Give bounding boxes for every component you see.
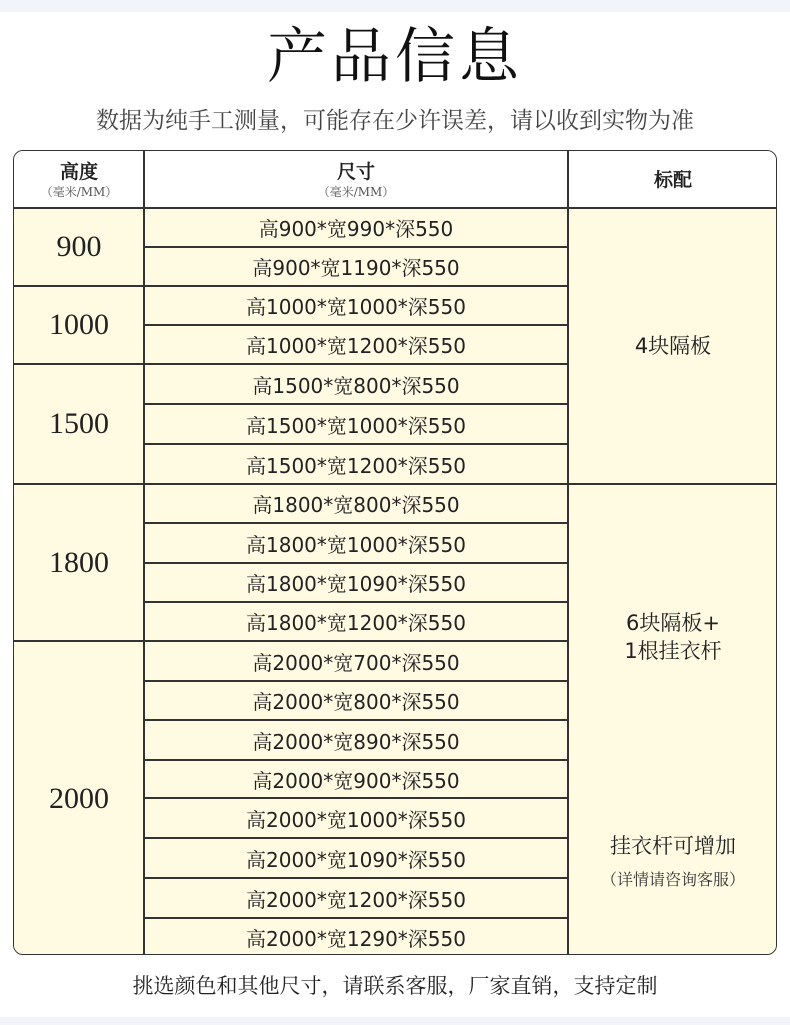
size-value: 高2000*宽800*深550 [252,690,460,714]
size-value: 高2000*宽890*深550 [252,729,460,754]
size-cell [144,286,568,325]
grid-line [567,151,569,955]
grid-line [14,483,144,485]
grid-line [144,562,568,564]
grid-line [144,797,568,799]
size-value: 高1800*宽800*深550 [252,493,460,517]
grid-line [144,877,568,879]
grid-line [144,443,568,445]
grid-line [144,363,568,365]
size-cell [144,484,568,523]
height-value: 1000 [49,308,109,341]
grid-line [144,680,568,682]
size-value: 高2000*宽900*深550 [252,768,460,793]
grid-line [144,837,568,839]
height-value: 900 [56,230,102,263]
grid-line [144,759,568,761]
header-size-label: 尺寸 [336,160,375,183]
size-cell [144,563,568,602]
size-value: 高2000*宽1000*深550 [246,807,466,832]
grid-line [568,483,777,485]
size-value: 高900*宽990*深550 [258,217,454,241]
header-height [14,151,144,208]
standard-b-line1: 6块隔板+ [626,611,720,635]
height-cell [14,208,144,286]
size-cell [144,325,568,364]
standard-cell-b [568,484,777,955]
grid-line [144,246,568,248]
bottom-band [0,1017,790,1025]
standard-b-note-block [568,832,777,894]
size-value: 高900*宽1190*深550 [252,256,460,280]
grid-line [144,324,568,326]
size-cell [144,444,568,484]
top-band [0,0,790,12]
size-cell [144,523,568,563]
size-cell [144,602,568,641]
size-value: 高1500*宽1000*深550 [246,413,466,438]
header-standard [568,151,777,208]
header-standard-label: 标配 [653,168,692,191]
standard-cell-a [568,208,777,484]
height-cell [14,641,144,955]
standard-b-line2: 1根挂衣杆 [624,639,722,663]
height-value: 2000 [49,781,109,815]
size-value: 高1800*宽1090*深550 [246,572,466,596]
page-title: 产品信息 [267,22,523,92]
height-cell [14,484,144,641]
size-cell [144,760,568,798]
size-value: 高1000*宽1200*深550 [246,334,466,358]
grid-line [144,719,568,721]
height-value: 1500 [49,407,109,440]
height-value: 1800 [49,545,109,579]
grid-line [144,640,568,642]
size-value: 高1500*宽1200*深550 [246,453,466,478]
size-cell [144,838,568,878]
standard-a-text: 4块隔板 [634,334,712,358]
grid-line [144,601,568,603]
grid-line [144,285,568,287]
size-cell [144,404,568,444]
header-size-unit: （毫米/MM） [317,184,395,199]
height-cell [14,286,144,364]
standard-b-note-sub: （详情请咨询客服） [600,870,745,889]
footer-note: 挑选颜色和其他尺寸，请联系客服，厂家直销，支持定制 [132,974,658,998]
header-size [144,151,568,208]
grid-line [14,207,777,209]
grid-line [14,640,144,642]
size-cell [144,878,568,918]
grid-line [144,403,568,405]
size-value: 高1800*宽1000*深550 [246,532,466,557]
standard-b-note: 挂衣杆可增加 [610,834,736,858]
size-cell [144,798,568,838]
grid-line [14,285,144,287]
grid-line [143,151,145,955]
size-value: 高1800*宽1200*深550 [246,611,466,635]
grid-line [144,483,568,485]
height-cell [14,364,144,484]
size-cell [144,720,568,760]
size-value: 高1000*宽1000*深550 [246,295,466,319]
size-cell [144,364,568,404]
size-cell [144,641,568,681]
header-height-unit: （毫米/MM） [40,184,118,199]
size-value: 高1500*宽800*深550 [252,373,460,398]
grid-line [144,917,568,919]
page-subtitle: 数据为纯手工测量，可能存在少许误差，请以收到实物为准 [96,108,694,134]
size-cell [144,208,568,247]
product-info-table [13,150,777,955]
grid-line [14,363,144,365]
size-cell [144,681,568,720]
size-cell [144,247,568,286]
size-value: 高2000*宽1200*深550 [246,887,466,912]
standard-b-main [568,609,777,665]
grid-line [144,522,568,524]
size-value: 高2000*宽1290*深550 [246,926,466,951]
size-cell [144,918,568,955]
size-value: 高2000*宽1090*深550 [246,847,466,872]
header-height-label: 高度 [59,160,98,183]
size-value: 高2000*宽700*深550 [252,650,460,675]
